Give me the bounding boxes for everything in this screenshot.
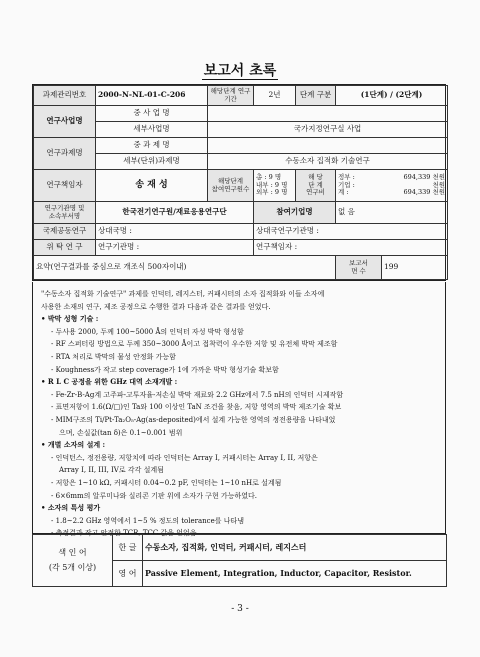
org-value: 한국전기연구원/재료응용연구단 xyxy=(96,202,254,224)
cost-values: 정부 : 694,339 천원 기업 : 천원 계 : 694,339 천원 xyxy=(336,170,448,202)
pages-label: 보고서 면 수 xyxy=(336,256,382,280)
bullet-line: - 저항은 1~10 kΩ, 커패시터 0.04~0.2 pF, 인덕터는 1~10 nH로 설계됨 xyxy=(51,478,282,487)
bullet-line: - 두사용 2000, 두께 100~5000 Å의 인덕터 자성 박막 형성함 xyxy=(51,327,244,336)
researcher-counts: 총 : 9 명 내부 : 9 명 외부 : 9 명 xyxy=(254,170,296,202)
bullet-line: - RF 스퍼터링 방법으로 두께 350~3000 Å이고 접착력이 우수한 저항 및 유전체 박막 제조함 xyxy=(51,340,338,349)
keywords-table xyxy=(32,534,446,587)
abstract-label: 요약(연구결과를 중심으로 개조식 500자이내) xyxy=(34,256,336,280)
mgmt-no-label: 과제관리번호 xyxy=(34,86,96,106)
cost-label: 해 당 단 계 연구비 xyxy=(296,170,336,202)
task-mid-label: 중 과 제 명 xyxy=(96,138,208,154)
period-label: 해당단계 연구기간 xyxy=(208,86,254,106)
intro-line: 사용한 소재의 연구, 제조 공정으로 수행한 결과 다음과 같은 결과를 얻었다. xyxy=(41,302,271,311)
page-number: - 3 - xyxy=(231,604,249,614)
intro-line: "수동소자 집적화 기술연구" 과제를 인덕터, 레지스터, 커패시터의 소자 집적화와 이들 소자에 xyxy=(41,290,325,298)
intl-partner-org: 상대국연구기관명 : xyxy=(254,224,448,240)
consign-lead: 연구책임자 : xyxy=(254,240,448,256)
bullet-line: - 1.8~2.2 GHz 영역에서 1~5 % 정도의 tolerance를 나타냄 xyxy=(51,516,244,525)
project-group-label: 연구사업명 xyxy=(34,106,96,138)
project-mid-value xyxy=(208,106,448,122)
intl-partner-country: 상대국명 : xyxy=(96,224,254,240)
researchers-label: 해당단계 참여연구원수 xyxy=(208,170,254,202)
task-sub-label: 세부(단위)과제명 xyxy=(96,154,208,170)
keywords-label: 색 인 어 (각 5개 이상) xyxy=(33,535,113,587)
section-heading: • R L C 공정을 위한 GHz 대역 소재개발 : xyxy=(41,377,178,387)
task-group-label: 연구과제명 xyxy=(34,138,96,170)
bullet-line: - RTA 처리로 박막의 물성 안정화 가능함 xyxy=(51,352,176,361)
task-sub-value: 수동소자 집적화 기술연구 xyxy=(208,154,448,170)
project-sub-value: 국가지정연구실 사업 xyxy=(208,122,448,138)
document-title: 보고서 초록 xyxy=(203,63,277,79)
project-sub-label: 세부사업명 xyxy=(96,122,208,138)
mgmt-no-value: 2000-N-NL-01-C-206 xyxy=(96,86,208,106)
section-heading: • 소자의 특성 평가 xyxy=(41,503,101,513)
intl-label: 국제공동연구 xyxy=(34,224,96,240)
bullet-line: - 6×6mm의 알루미나와 실리콘 기판 위에 소자가 구현 가능하였다. xyxy=(51,491,257,500)
keywords-kor: 수동소자, 집적화, 인덕터, 커패시터, 레지스터 xyxy=(143,535,447,561)
stage-value: (1단계) / (2단계) xyxy=(336,86,448,106)
info-table xyxy=(32,84,446,281)
bullet-line: - Koughness가 작고 step coverage가 1에 가까운 박막 형성기술 확보함 xyxy=(51,365,279,374)
consign-org: 연구기관명 : xyxy=(96,240,254,256)
bullet-line: - 측정결과 작고 안정한 TCR, TCC 값을 얻었음 xyxy=(51,529,197,538)
keywords-kor-label: 한 글 xyxy=(113,535,143,561)
keywords-eng: Passive Element, Integration, Inductor, Capacitor, Resistor. xyxy=(143,561,447,587)
org-label: 연구기관명 및 소속부서명 xyxy=(34,202,96,224)
section-heading: • 박막 성형 기술 : xyxy=(41,314,99,324)
pages-value: 199 xyxy=(382,256,448,280)
keywords-eng-label: 영 어 xyxy=(113,561,143,587)
abstract-body xyxy=(32,282,446,538)
lead-name: 송 재 성 xyxy=(96,170,208,202)
task-mid-value xyxy=(208,138,448,154)
bullet-line: 으며, 손실값(tan δ)은 0.1~0.001 범위 xyxy=(59,428,183,437)
project-mid-label: 중 사 업 명 xyxy=(96,106,208,122)
section-heading: • 개별 소자의 설계 : xyxy=(41,440,106,450)
bullet-line: Array I, II, III, IV로 각각 설계됨 xyxy=(59,466,164,475)
partner-label: 참여기업명 xyxy=(254,202,336,224)
bullet-line: - 표면저항이 1.6(Ω/□)인 Ta와 100 이상인 TaN 조건을 찾음, 저항 영역의 박막 제조기술 확보 xyxy=(51,403,342,412)
bullet-line: - Fe-Zr-B-Ag계 고주파-고투자율-저손실 박막 재료와 2.2 GHz에서 7.5 nH의 인덕터 시제작함 xyxy=(51,390,344,399)
partner-value: 없 음 xyxy=(336,202,448,224)
period-value: 2년 xyxy=(254,86,296,106)
bullet-line: - MIM구조의 Ti/Pt-Ta₂O₅-Ag(as-deposited)에서 설계 가능한 영역의 정전용량을 나타내었 xyxy=(51,415,336,424)
bullet-line: - 인덕턴스, 정전용량, 저항치에 따라 인덕터는 Array I, 커패시터는 Array I, II, 저항은 xyxy=(51,453,318,462)
lead-label: 연구책임자 xyxy=(34,170,96,202)
stage-label: 단계 구분 xyxy=(296,86,336,106)
consign-label: 위 탁 연 구 xyxy=(34,240,96,256)
